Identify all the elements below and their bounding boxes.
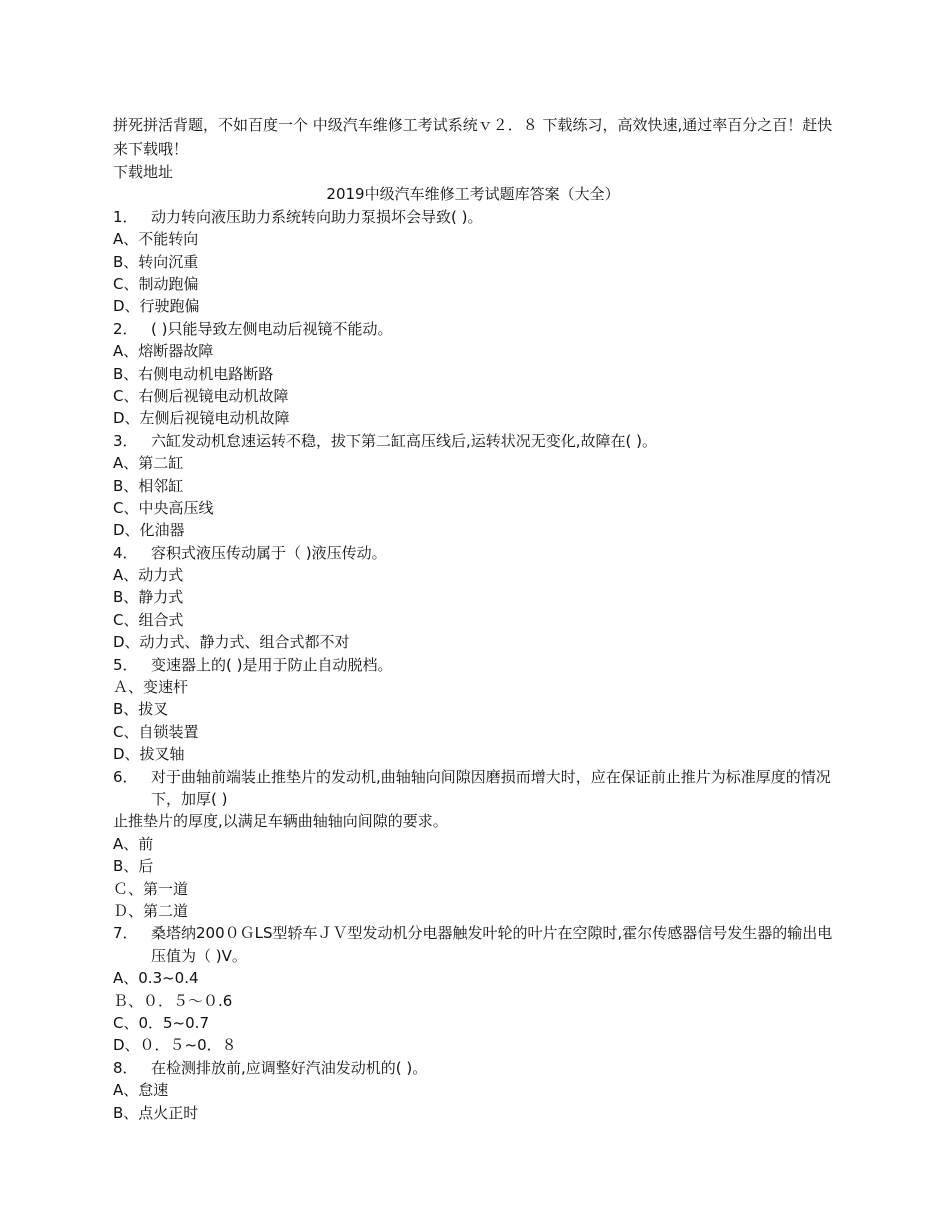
option-a: A、第二缸 bbox=[113, 454, 184, 473]
question-2 bbox=[113, 318, 833, 340]
question-number: 6． bbox=[113, 767, 138, 786]
option-a: A、动力式 bbox=[113, 566, 184, 585]
option-b: B、相邻缸 bbox=[113, 476, 184, 495]
option-b: B、点火正时 bbox=[113, 1103, 199, 1122]
option-b: B、转向沉重 bbox=[113, 252, 199, 271]
option-a: A、怠速 bbox=[113, 1081, 169, 1100]
document-title: 2019中级汽车维修工考试题库答案（大全） bbox=[326, 185, 620, 204]
option-a: Ａ、变速杆 bbox=[113, 678, 189, 697]
option-b: B、后 bbox=[113, 857, 154, 876]
question-8 bbox=[113, 1057, 833, 1079]
option-a: A、熔断器故障 bbox=[113, 342, 214, 361]
question-3 bbox=[113, 430, 833, 452]
question-text: 动力转向液压助力系统转向助力泵损坏会导致( )。 bbox=[151, 207, 483, 226]
question-text: ( )只能导致左侧电动后视镜不能动。 bbox=[151, 319, 393, 338]
question-number: 4． bbox=[113, 543, 138, 562]
question-5 bbox=[113, 654, 833, 676]
promo-text: 拼死拼活背题，不如百度一个 中级汽车维修工考试系统ｖ２．８ 下载练习，高效快速,通过率百分之百！赶快来下载哦！ bbox=[113, 116, 833, 158]
question-text: 对于曲轴前端装止推垫片的发动机,曲轴轴向间隙因磨损而增大时，应在保证前止推片为标准厚度的情况下，加厚( ) bbox=[151, 767, 831, 809]
option-a: A、前 bbox=[113, 834, 154, 853]
download-link[interactable]: 下载地址 bbox=[113, 163, 174, 181]
option-d: D、拔叉轴 bbox=[113, 745, 185, 764]
question-number: 1． bbox=[113, 207, 138, 226]
question-4 bbox=[113, 542, 833, 564]
option-d: D、动力式、静力式、组合式都不对 bbox=[113, 633, 350, 652]
question-number: 8． bbox=[113, 1058, 138, 1077]
question-continuation: 止推垫片的厚度,以满足车辆曲轴轴向间隙的要求。 bbox=[113, 812, 448, 831]
option-c: C、组合式 bbox=[113, 610, 184, 629]
option-b: B、静力式 bbox=[113, 588, 184, 607]
option-d: D、行驶跑偏 bbox=[113, 297, 200, 316]
option-b: Ｂ、０．５～０.6 bbox=[113, 991, 233, 1010]
option-c: C、右侧后视镜电动机故障 bbox=[113, 386, 289, 405]
question-7 bbox=[113, 922, 833, 967]
document-page bbox=[113, 113, 833, 1124]
question-text: 容积式液压传动属于（ )液压传动。 bbox=[151, 543, 387, 562]
option-a: A、0.3~0.4 bbox=[113, 969, 199, 988]
question-number: 5． bbox=[113, 655, 138, 674]
option-c: C、0．5~0.7 bbox=[113, 1014, 209, 1032]
question-text: 变速器上的( )是用于防止自动脱档。 bbox=[151, 655, 393, 674]
option-a: A、不能转向 bbox=[113, 230, 199, 249]
option-c: Ｃ、第一道 bbox=[113, 879, 189, 898]
option-d: Ｄ、第二道 bbox=[113, 902, 189, 921]
option-d: D、化油器 bbox=[113, 521, 185, 540]
question-number: 2． bbox=[113, 319, 138, 338]
option-b: B、右侧电动机电路断路 bbox=[113, 364, 274, 383]
option-c: C、中央高压线 bbox=[113, 498, 214, 517]
option-c: C、自锁装置 bbox=[113, 722, 199, 741]
question-number: 3． bbox=[113, 431, 138, 450]
question-1 bbox=[113, 206, 833, 228]
question-6 bbox=[113, 766, 833, 811]
option-d: D、左侧后视镜电动机故障 bbox=[113, 409, 290, 428]
question-text: 六缸发动机怠速运转不稳，拔下第二缸高压线后,运转状况无变化,故障在( )。 bbox=[151, 431, 658, 450]
question-text: 桑塔纳200０ＧLS型轿车ＪＶ型发动机分电器触发叶轮的叶片在空隙时,霍尔传感器信号发生器的输出电压值为（ )V。 bbox=[151, 924, 833, 965]
option-c: C、制动跑偏 bbox=[113, 274, 199, 293]
question-text: 在检测排放前,应调整好汽油发动机的( )。 bbox=[151, 1058, 428, 1077]
option-d: D、０．５~0．８ bbox=[113, 1036, 237, 1055]
question-number: 7． bbox=[113, 924, 138, 943]
option-b: B、拔叉 bbox=[113, 700, 169, 719]
